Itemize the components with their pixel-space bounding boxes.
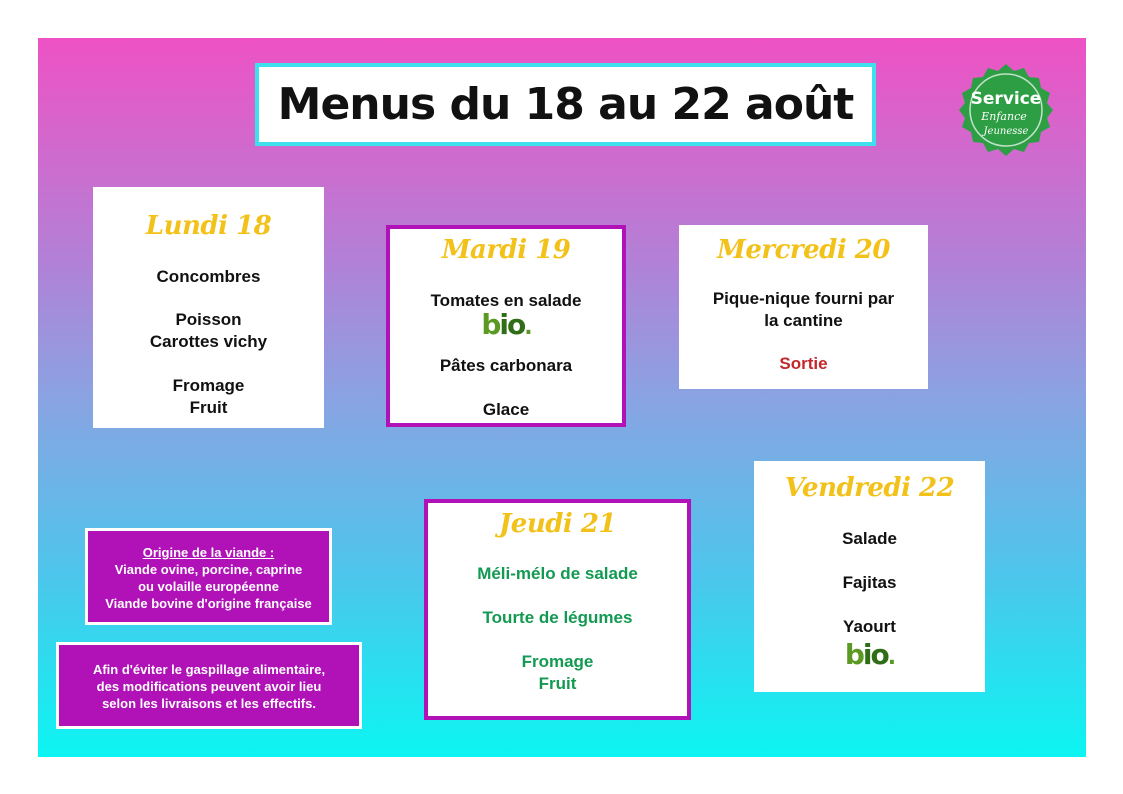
waste-note-line: selon les livraisons et les effectifs. [102, 696, 316, 711]
waste-note-box [56, 642, 362, 729]
origin-line: Viande ovine, porcine, caprine [114, 562, 303, 577]
menu-item: Yaourt [843, 617, 896, 636]
day-title-mercredi: Mercredi 20 [717, 235, 890, 265]
logo-line2: Enfance [981, 110, 1027, 123]
menu-item: Méli-mélo de salade [477, 564, 638, 583]
menu-item: Tomates en salade [430, 291, 582, 310]
bio-logo [390, 308, 622, 348]
menu-item: Tourte de légumes [482, 608, 633, 627]
menu-item: Fromage [172, 376, 245, 395]
meat-origin-box [85, 528, 332, 625]
day-title-jeudi: Jeudi 21 [498, 509, 617, 539]
day-title-lundi: Lundi 18 [145, 211, 272, 241]
outing-note: Sortie [779, 354, 828, 373]
bio-logo [754, 638, 985, 678]
bio-icon: bio. [481, 308, 531, 341]
menu-item: Concombres [156, 267, 261, 286]
menu-item: Fruit [189, 398, 228, 417]
menu-item: Carottes vichy [149, 332, 268, 351]
card-vendredi [754, 461, 985, 692]
origin-line: Viande bovine d'origine française [105, 596, 312, 611]
menu-item: Pique-nique fourni par [712, 289, 895, 308]
waste-note-line: Afin d'éviter le gaspillage alimentaire, [92, 662, 326, 677]
day-title-mardi: Mardi 19 [441, 235, 571, 265]
waste-note-line: des modifications peuvent avoir lieu [96, 679, 322, 694]
menu-item: Pâtes carbonara [439, 356, 573, 375]
menu-item: Salade [842, 529, 897, 548]
bio-icon: bio. [844, 638, 895, 671]
card-mardi [386, 225, 626, 427]
origin-line: ou volaille européenne [138, 579, 279, 594]
menu-item: la cantine [764, 311, 843, 330]
title-banner [255, 63, 876, 146]
origin-heading: Origine de la viande : [142, 545, 275, 560]
card-mercredi [679, 225, 928, 389]
card-lundi [93, 187, 324, 428]
menu-item: Poisson [175, 310, 242, 329]
logo-line1: Service [970, 89, 1042, 109]
day-title-vendredi: Vendredi 22 [784, 473, 955, 503]
menu-item: Fruit [538, 674, 577, 693]
seal-icon [958, 62, 1054, 158]
card-jeudi [424, 499, 691, 720]
menu-item: Glace [482, 400, 530, 419]
page-title: Menus du 18 au 22 août [277, 79, 854, 130]
service-logo [958, 62, 1054, 158]
logo-line3: Jeunesse [983, 126, 1029, 137]
menu-item: Fajitas [842, 573, 897, 592]
menu-item: Fromage [521, 652, 594, 671]
